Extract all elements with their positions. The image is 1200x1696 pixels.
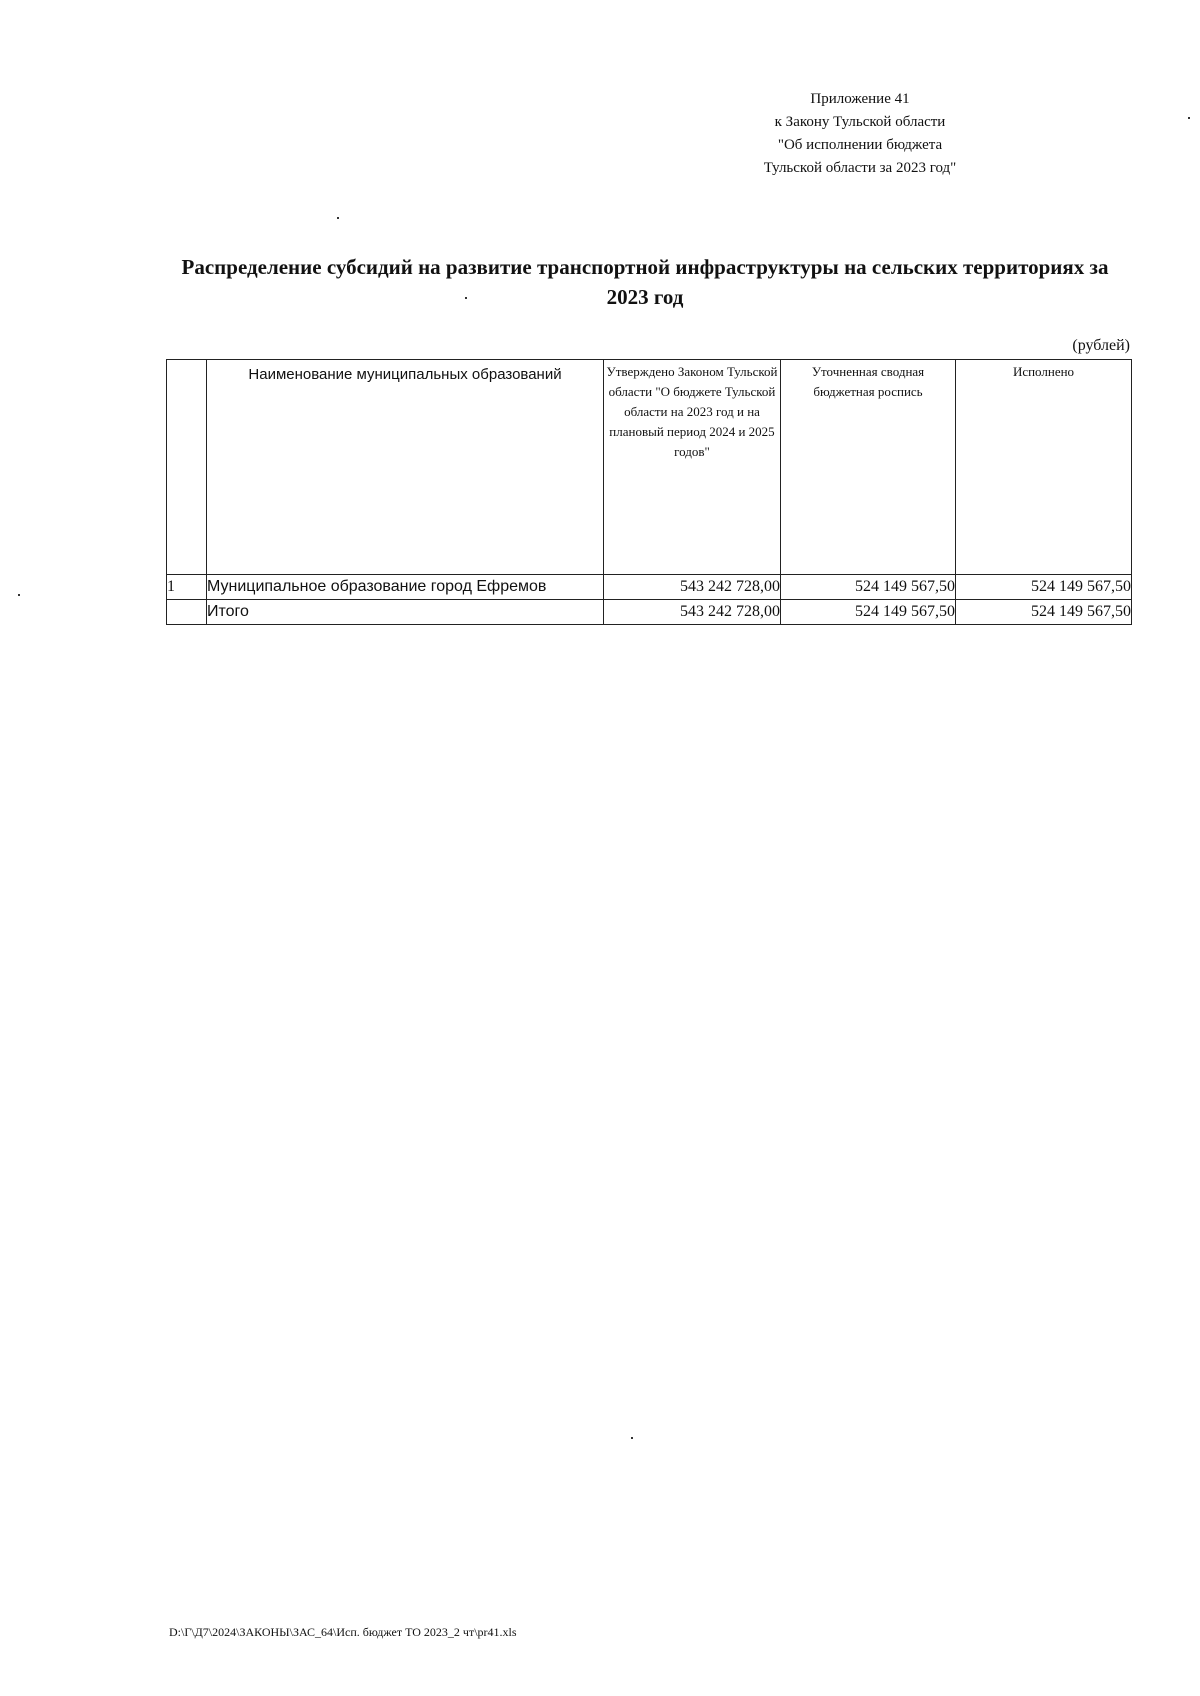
subsidy-table (166, 359, 1132, 625)
scan-speck (465, 297, 467, 299)
appendix-header (740, 88, 980, 180)
scan-speck (18, 594, 20, 596)
total-executed: 524 149 567,50 (956, 600, 1132, 625)
scan-speck (631, 1437, 633, 1439)
header-revised: Уточненная сводная бюджетная роспись (781, 360, 956, 575)
row-name: Муниципальное образование город Ефремов (207, 575, 604, 600)
table-header-row (167, 360, 1132, 575)
header-name: Наименование муниципальных образований (207, 360, 604, 575)
row-number: 1 (167, 575, 207, 600)
row-approved: 543 242 728,00 (604, 575, 781, 600)
scan-speck (337, 217, 339, 219)
header-approved: Утверждено Законом Тульской области "О бюджете Тульской области на 2023 год и на плановый период 2024 и 2025 годов" (604, 360, 781, 575)
appendix-number: Приложение 41 (810, 91, 910, 107)
document-title-line1: Распределение субсидий на развитие транспортной инфраструктуры на сельских территориях за (181, 255, 1109, 279)
appendix-law-ref: к Закону Тульской области (774, 114, 946, 130)
total-approved: 543 242 728,00 (604, 600, 781, 625)
row-revised: 524 149 567,50 (781, 575, 956, 600)
file-path-footer: D:\Г\Д7\2024\ЗАКОНЫ\ЗАС_64\Исп. бюджет ТО 2023_2 чт\pr41.xls (169, 1625, 517, 1639)
scan-speck (1188, 117, 1190, 119)
header-number (167, 360, 207, 575)
document-title (160, 252, 1130, 312)
appendix-law-title: "Об исполнении бюджета (777, 137, 943, 153)
total-revised: 524 149 567,50 (781, 600, 956, 625)
unit-label: (рублей) (1072, 337, 1130, 354)
table-total-row (167, 600, 1132, 625)
appendix-law-title-cont: Тульской области за 2023 год" (763, 160, 957, 176)
row-executed: 524 149 567,50 (956, 575, 1132, 600)
total-number (167, 600, 207, 625)
table-row (167, 575, 1132, 600)
header-executed: Исполнено (956, 360, 1132, 575)
document-title-line2: 2023 год (606, 285, 684, 309)
total-name: Итого (207, 600, 604, 625)
